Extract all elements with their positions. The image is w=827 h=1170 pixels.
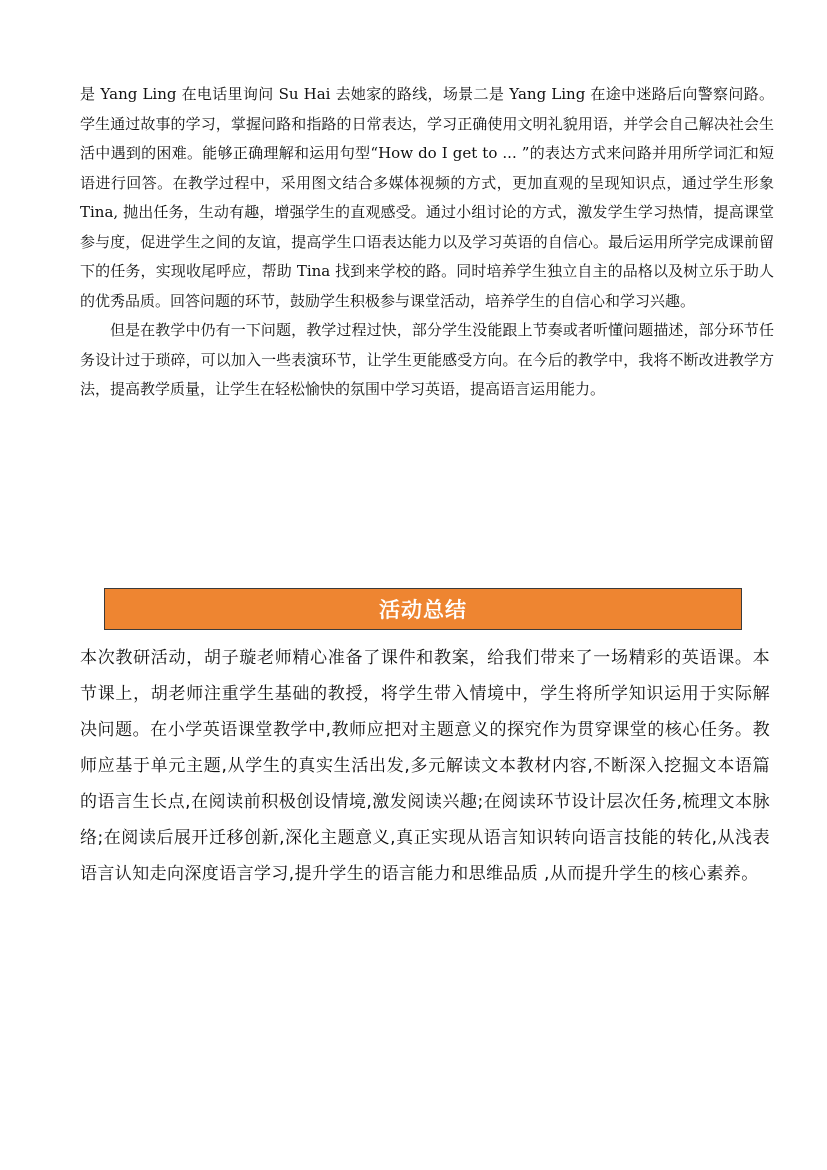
- reflection-paragraph-2: 但是在教学中仍有一下问题，教学过程过快，部分学生没能跟上节奏或者听懂问题描述，部分环节任务设计过于琐碎，可以加入一些表演环节，让学生更能感受方向。在今后的教学中，我将不断改进教学方法，提高教学质量，让学生在轻松愉快的氛围中学习英语，提高语言运用能力。: [80, 321, 774, 398]
- activity-summary-text: 本次教研活动，胡子璇老师精心准备了课件和教案，给我们带来了一场精彩的英语课。本节课上，胡老师注重学生基础的教授，将学生带入情境中，学生将所学知识运用于实际解决问题。在小学英语课堂教学中,教师应把对主题意义的探究作为贯穿课堂的核心任务。教师应基于单元主题,从学生的真实生活出发,多元解读文本教材内容,不断深入挖掘文本语篇的语言生长点,在阅读前积极创设情境,激发阅读兴趣;在阅读环节设计层次任务,梳理文本脉络;在阅读后展开迁移创新,深化主题意义,真正实现从语言知识转向语言技能的转化,从浅表语言认知走向深度语言学习,提升学生的语言能力和思维品质 ,从而提升学生的核心素养。: [80, 648, 770, 884]
- activity-summary-heading-bar: [104, 588, 742, 630]
- activity-summary-title: 活动总结: [379, 598, 467, 622]
- reflection-paragraph-1: 是 Yang Ling 在电话里询问 Su Hai 去她家的路线，场景二是 Yang Ling 在途中迷路后向警察问路。学生通过故事的学习，掌握问路和指路的日常表达，学习正确使用文明礼貌用语，并学会自己解决社会生活中遇到的困难。能够正确理解和运用句型“How do I get to ... ”的表达方式来问路并用所学词汇和短语进行回答。在教学过程中，采用图文结合多媒体视频的方式，更加直观的呈现知识点，通过学生形象 Tina, 抛出任务，生动有趣，增强学生的直观感受。通过小组讨论的方式，激发学生学习热情，提高课堂参与度，促进学生之间的友谊，提高学生口语表达能力以及学习英语的自信心。最后运用所学完成课前留下的任务，实现收尾呼应，帮助 Tina 找到来学校的路。同时培养学生独立自主的品格以及树立乐于助人的优秀品质。回答问题的环节，鼓励学生积极参与课堂活动，培养学生的自信心和学习兴趣。: [80, 85, 774, 310]
- teaching-reflection: [80, 80, 774, 405]
